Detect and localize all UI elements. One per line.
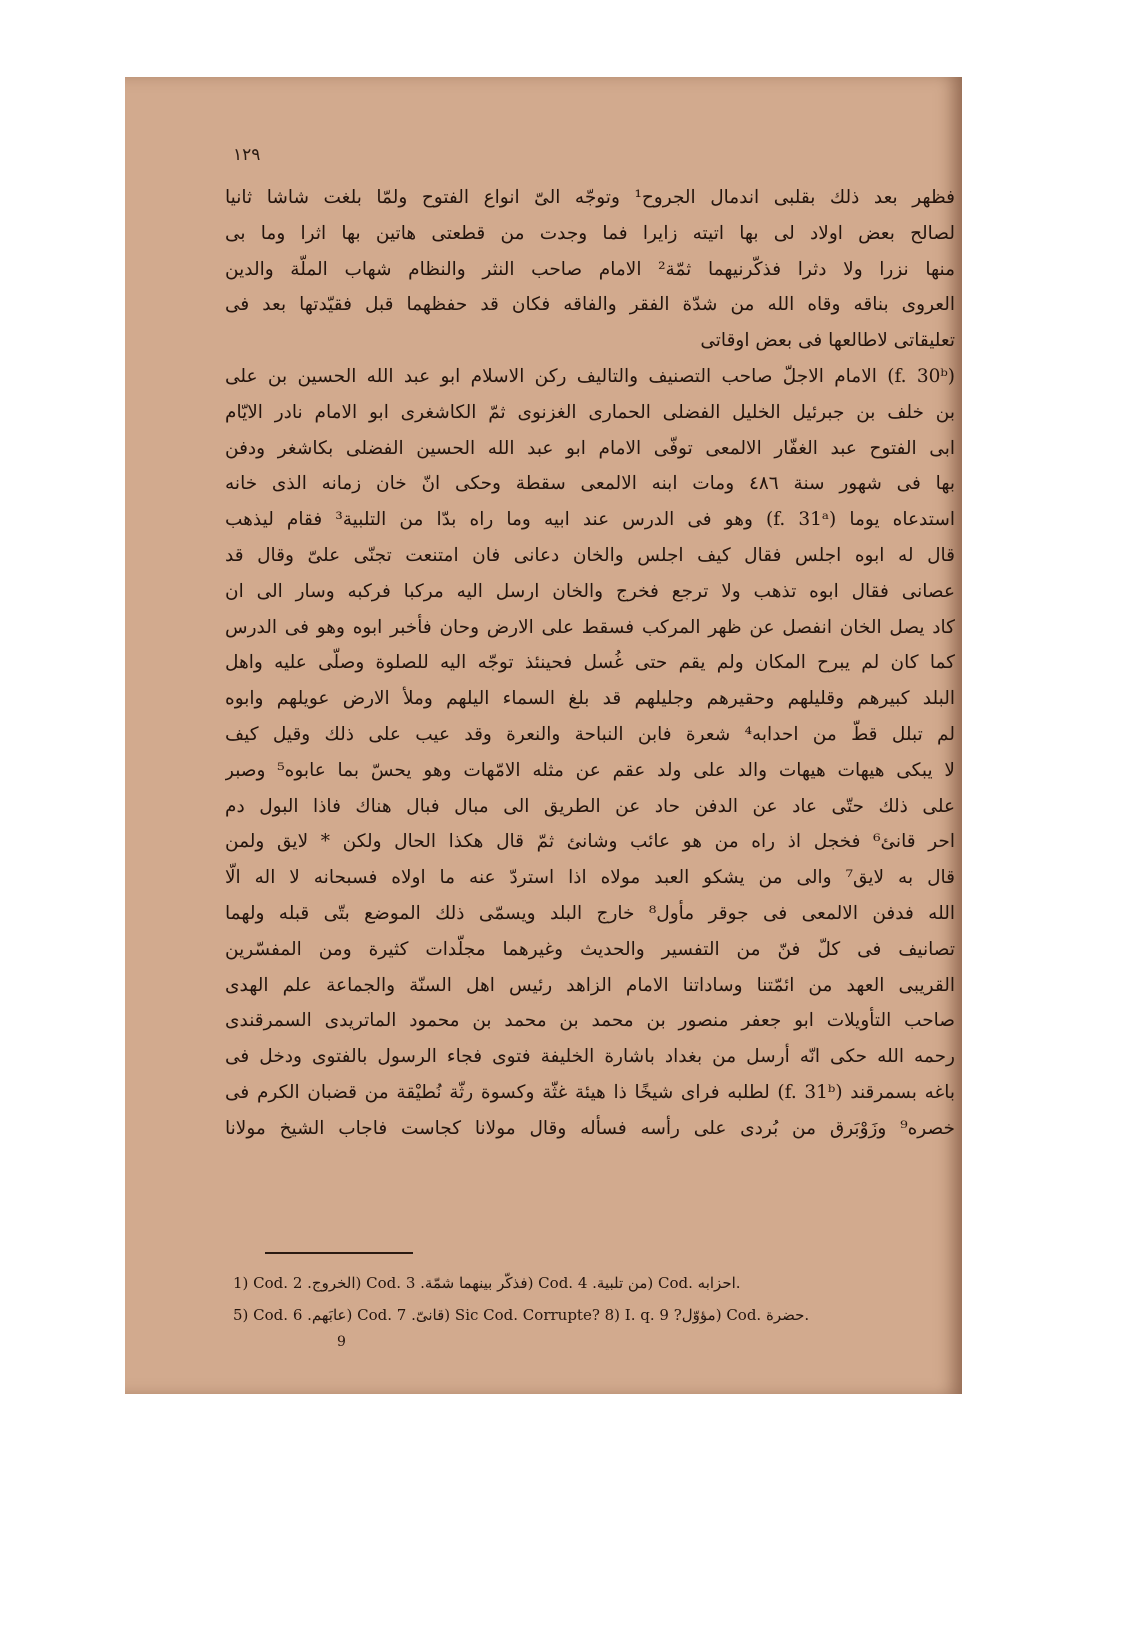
text-line: خصره⁹ وزَوْبَرق من بُردى على رأسه فسأله وقال مولانا كجاست فاجاب الشيخ مولانا — [225, 1117, 955, 1139]
text-line: بن خلف بن جبرئيل الخليل الفضلى الحمارى الغزنوى ثمّ الكاشغرى ابو الامام نادر الايّام — [225, 401, 955, 423]
text-line: قال به لايق⁷ والى من يشكو العبد مولاه اذا استردّ عنه ما اولاه فسبحانه لا اله الّا — [225, 867, 955, 889]
text-line: استدعاه يوما (f. 31ᵃ) وهو فى الدرس عند ابيه وما راه بدّا من التلبية³ فقام ليذهب — [225, 509, 955, 531]
page-number: ١٢٩ — [233, 145, 261, 165]
footnote-line: 1) Cod. الخروج. 2) Cod. فذكّر بينهما شمّة. 3) Cod. من تلبية. 4) Cod. احزابه. — [233, 1274, 741, 1292]
text-line: كما كان لم يبرح المكان ولم يقم حتى غُسل فحينئذ توجّه اليه للصلوة وصلّى عليه واهل — [225, 652, 955, 674]
scanned-page — [125, 77, 962, 1394]
text-line: تعليقاتى لاطالعها فى بعض اوقاتى — [700, 330, 955, 352]
text-line: تصانيف فى كلّ فنّ من التفسير والحديث وغيرهما مجلّدات كثيرة ومن المفسّرين — [225, 938, 955, 960]
text-line: البلد كبيرهم وقليلهم وحقيرهم وجليلهم قد بلغ السماء اليلهم وملأ الارض عويلهم وابوه — [225, 688, 955, 710]
text-line: على ذلك حتّى عاد عن الدفن حاد عن الطريق الى مبال فبال هناك فاذا البول دم — [225, 795, 955, 817]
text-line: (f. 30ᵇ) الامام الاجلّ صاحب التصنيف والتاليف ركن الاسلام ابو عبد الله الحسين بن على — [225, 365, 955, 387]
main-text — [225, 180, 955, 1147]
text-line: لصالح بعض اولاد لى بها اتيته زايرا فما وجدت من قطعتى هاتين بها اثرا وما بى — [225, 222, 955, 244]
text-line: رحمه الله حكى انّه أرسل من بغداد باشارة الخليفة فتوى فجاء الرسول بالفتوى ودخل فى — [225, 1046, 955, 1068]
text-line: قال له ابوه اجلس فقال كيف اجلس والخان دعانى فان امتنعت تجنّى علىّ وقال قد — [225, 544, 955, 566]
text-line: كاد يصل الخان انفصل عن ظهر المركب فسقط على الارض وحان فأخبر ابوه وهو فى الدرس — [225, 616, 955, 638]
text-line: عصانى فقال ابوه تذهب ولا ترجع فخرج والخان ارسل اليه مركبا فركبه وسار الى ان — [225, 580, 955, 602]
footnote-divider — [265, 1252, 413, 1254]
text-line: صاحب التأويلات ابو جعفر منصور بن محمد بن محمد بن محمود الماتريدى السمرقندى — [225, 1010, 955, 1032]
text-line: منها نزرا ولا دثرا فذكّرنيهما ثمّة² الامام صاحب النثر والنظام شهاب الملّة والدين — [225, 258, 955, 280]
text-line: لا يبكى هيهات هيهات والد على ولد عقم عن مثله الامّهات وهو يحسّ بما عابوه⁵ وصبر — [225, 759, 955, 781]
text-line: فظهر بعد ذلك بقلبى اندمال الجروح¹ وتوجّه الىّ انواع الفتوح ولمّا بلغت شاشا ثانيا — [225, 187, 955, 208]
text-line: احر قانئ⁶ فخجل اذ راه من هو عائب وشانئ ثمّ قال هكذا الحال ولكن * لايق ولمن — [225, 831, 955, 853]
text-line: العروى بناقه وقاه الله من شدّة الفقر والفاقه فكان قد حفظهما قبل فقيّدتها بعد فى — [225, 294, 955, 316]
signature-mark: 9 — [337, 1334, 346, 1350]
text-line: الله فدفن الالمعى فى جوقر مأول⁸ خارج البلد ويسمّى ذلك الموضع بتّى قبله ولهما — [225, 902, 955, 924]
text-line: باغه بسمرقند (f. 31ᵇ) لطلبه فراى شيخًا ذا هيئة غثّة وكسوة رثّة نُطيْقة من قضبان الكرم فى — [225, 1081, 955, 1103]
text-line: ابى الفتوح عبد الغفّار الالمعى توفّى الامام ابو عبد الله الحسين الفضلى بكاشغر ودفن — [225, 437, 955, 459]
text-line: القريبى العهد من ائمّتنا وساداتنا الامام الزاهد رئيس اهل السنّة والجماعة علم الهدى — [225, 974, 955, 996]
text-line: لم تبلل قطّ من احدابه⁴ شعرة فابن النباحة والنعرة وقد عيب على ذلك وقيل كيف — [225, 723, 955, 745]
footnote-line: 5) Cod. عابَهم. 6) Cod. قانىّ. 7) Sic Cod. Corrupte? 8) I. q. مؤوّل? 9) Cod. حضرة. — [233, 1306, 810, 1324]
text-line: بها فى شهور سنة ٤٨٦ ومات ابنه الالمعى سقطة وحكى انّ خان زمانه الذى خانه — [225, 473, 955, 495]
footnotes — [233, 1267, 948, 1331]
